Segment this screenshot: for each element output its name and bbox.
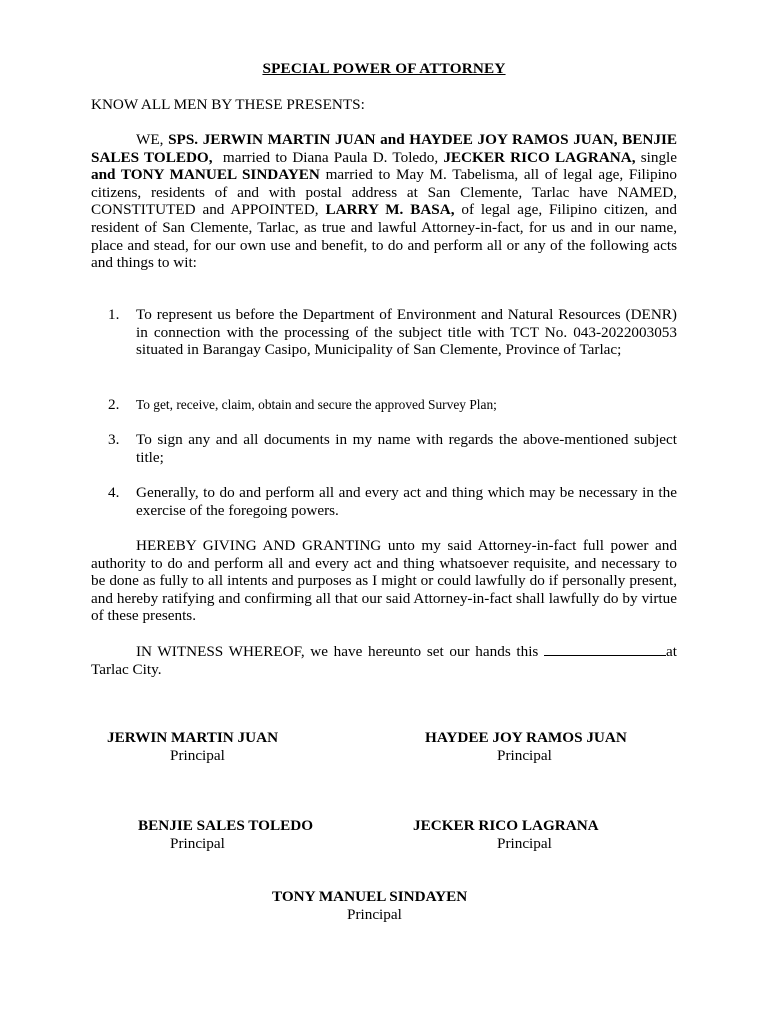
- grantor-sindayen: and TONY MANUEL SINDAYEN: [91, 166, 320, 184]
- signatory-role: Principal: [497, 746, 552, 764]
- attorney-name: LARRY M. BASA,: [325, 201, 455, 219]
- list-item: [108, 396, 677, 414]
- giving-text: HEREBY GIVING AND GRANTING unto my said Attorney-in-fact full power and authority to do and perform all and every act and thing whatsoever requisite, and necessary to be done as fully to all intents and purposes as I might or could lawfully do if personally present, and hereby ratifying and confirming all that our said Attorney-in-fact shall lawfully do by virtue of these presents.: [91, 537, 677, 625]
- signature-block: [272, 888, 467, 923]
- item-text: To represent us before the Department of Environment and Natural Resources (DENR) in connection with the processing of the subject title with TCT No. 043-2022003053 situated in Barangay Casipo, Municipality of San Clemente, Province of Tarlac;: [136, 306, 677, 359]
- signatory-role: Principal: [497, 834, 552, 852]
- signatory-role: Principal: [347, 905, 402, 923]
- giving-paragraph: [91, 537, 677, 625]
- item-number: 1.: [108, 306, 120, 323]
- married-toledo: married to Diana Paula D. Toledo,: [222, 148, 439, 166]
- signatory-name: JERWIN MARTIN JUAN: [107, 729, 279, 746]
- intro-rest-1: married to May M. Tabelisma, all of legal age, Filipino citizens, residents of and with postal address at San Clemente, Tarlac have NAMED, CONSTITUTED and APPOINTED,: [91, 166, 677, 219]
- intro-paragraph: [91, 131, 677, 272]
- signature-block: [425, 729, 627, 764]
- signatory-name: HAYDEE JOY RAMOS JUAN: [425, 729, 627, 746]
- item-text: Generally, to do and perform all and every act and thing which may be necessary in the exercise of the foregoing powers.: [136, 484, 677, 519]
- item-number: 4.: [108, 484, 120, 501]
- signature-block: [138, 817, 313, 852]
- signature-block: [413, 817, 599, 852]
- list-item: [108, 484, 677, 519]
- witness-text: IN WITNESS WHEREOF, we have hereunto set our hands this: [136, 643, 539, 660]
- signatory-name: TONY MANUEL SINDAYEN: [272, 888, 468, 905]
- signatory-role: Principal: [170, 834, 225, 852]
- witness-place: at Tarlac City.: [91, 643, 677, 678]
- signatory-name: JECKER RICO LAGRANA: [413, 817, 599, 834]
- single-status: single: [640, 148, 678, 166]
- signature-block: [107, 729, 278, 764]
- date-blank-line: [544, 643, 666, 656]
- grantor-lagrana: JECKER RICO LAGRANA,: [443, 148, 636, 166]
- list-item: [108, 306, 677, 359]
- list-item: [108, 431, 677, 466]
- document-title: SPECIAL POWER OF ATTORNEY: [262, 60, 506, 77]
- opening-line: KNOW ALL MEN BY THESE PRESENTS:: [91, 96, 365, 113]
- item-text: To get, receive, claim, obtain and secure the approved Survey Plan;: [136, 397, 497, 412]
- intro-we: WE,: [136, 131, 164, 148]
- witness-paragraph: [91, 643, 677, 678]
- intro-rest-2: of legal age, Filipino citizen, and resident of San Clemente, Tarlac, as true and lawful Attorney-in-fact, for us and in our name, place and stead, for our own use and benefit, to do and perform all or any of the following acts and things to wit:: [91, 201, 677, 272]
- item-number: 3.: [108, 431, 120, 448]
- grantors-names: SPS. JERWIN MARTIN JUAN and HAYDEE JOY RAMOS JUAN, BENJIE SALES TOLEDO,: [91, 131, 678, 166]
- signatory-role: Principal: [170, 746, 225, 764]
- signatory-name: BENJIE SALES TOLEDO: [138, 817, 314, 834]
- item-text: To sign any and all documents in my name with regards the above-mentioned subject title;: [136, 431, 677, 466]
- item-number: 2.: [108, 396, 120, 413]
